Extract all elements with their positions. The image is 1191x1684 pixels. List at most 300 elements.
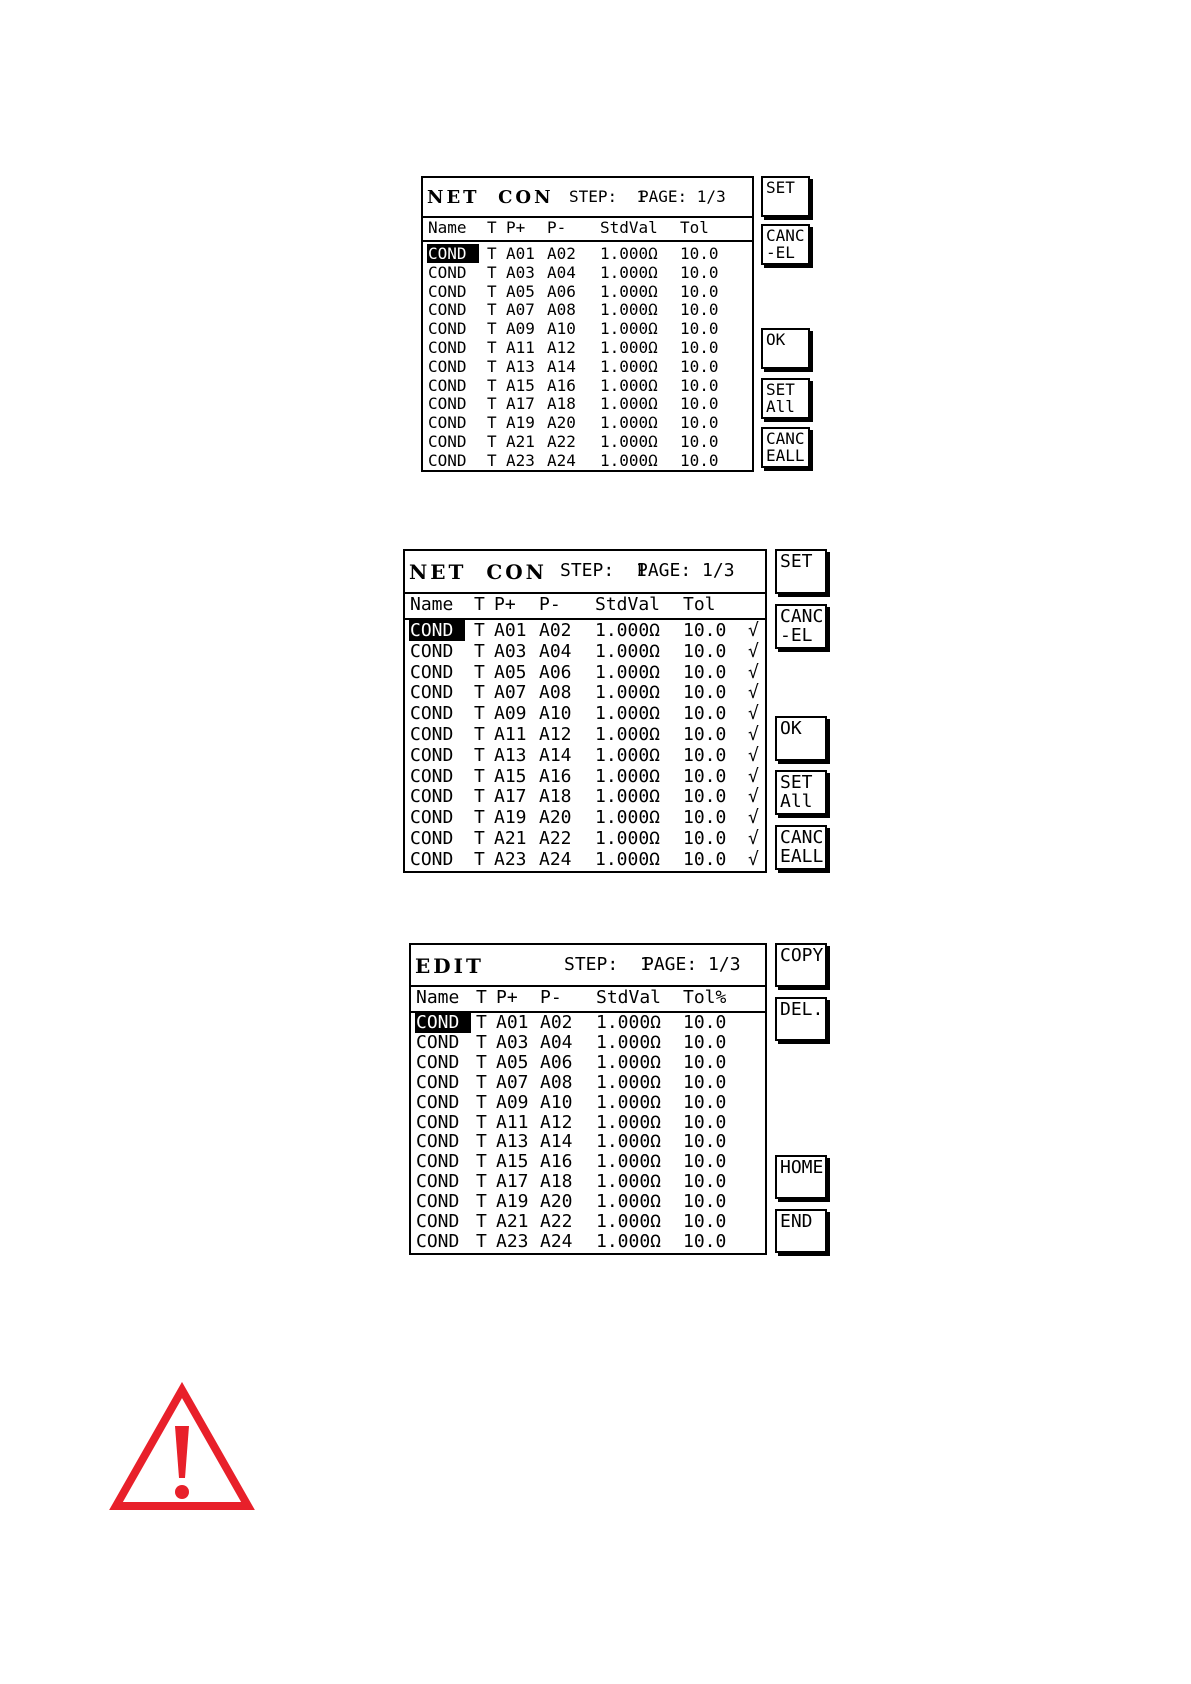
table-row[interactable] bbox=[405, 682, 765, 703]
row-p-minus: A22 bbox=[539, 828, 572, 849]
row-tol: 10.0 bbox=[683, 1211, 727, 1232]
row-p-minus: A14 bbox=[539, 744, 572, 766]
row-tol: 10.0 bbox=[683, 703, 727, 725]
row-type: T bbox=[474, 807, 485, 829]
row-name: COND bbox=[410, 828, 454, 849]
row-stdval: 1.000Ω bbox=[596, 1230, 662, 1252]
row-tol: 10.0 bbox=[683, 1031, 727, 1053]
row-check-mark: √ bbox=[748, 744, 759, 766]
row-p-plus: A19 bbox=[506, 413, 535, 433]
row-p-minus: A16 bbox=[540, 1151, 573, 1173]
row-stdval: 1.000Ω bbox=[595, 744, 661, 766]
row-name: COND bbox=[410, 765, 454, 787]
ok-button[interactable]: OK bbox=[761, 328, 810, 369]
row-tol: 10.0 bbox=[683, 765, 727, 787]
warning-triangle-icon bbox=[108, 1382, 256, 1514]
row-p-minus: A24 bbox=[547, 450, 576, 470]
table-row[interactable] bbox=[405, 786, 765, 807]
row-name: COND bbox=[416, 1071, 460, 1093]
row-type: T bbox=[476, 1171, 487, 1193]
row-type: T bbox=[476, 1012, 487, 1033]
row-p-minus: A06 bbox=[539, 661, 572, 683]
row-p-minus: A20 bbox=[539, 807, 572, 829]
row-name: COND bbox=[428, 394, 467, 414]
row-check-mark: √ bbox=[748, 828, 759, 849]
column-header-t: T bbox=[476, 987, 487, 1008]
set-all-button[interactable]: SET All bbox=[775, 770, 827, 815]
step-label: STEP: 1 bbox=[560, 560, 647, 581]
row-tol: 10.0 bbox=[680, 394, 719, 414]
row-p-minus: A22 bbox=[540, 1211, 573, 1232]
row-p-plus: A23 bbox=[506, 450, 535, 470]
row-stdval: 1.000Ω bbox=[596, 1031, 662, 1053]
row-p-plus: A17 bbox=[506, 394, 535, 414]
row-tol: 10.0 bbox=[683, 661, 727, 683]
row-type: T bbox=[476, 1151, 487, 1173]
row-p-minus: A08 bbox=[540, 1071, 573, 1093]
row-p-plus: A11 bbox=[494, 724, 527, 745]
row-tol: 10.0 bbox=[683, 786, 727, 808]
row-check-mark: √ bbox=[748, 620, 759, 641]
screen-title: EDIT bbox=[415, 954, 484, 978]
row-stdval: 1.000Ω bbox=[596, 1091, 662, 1113]
row-check-mark: √ bbox=[748, 807, 759, 829]
home-button[interactable]: HOME bbox=[775, 1155, 827, 1199]
row-stdval: 1.000Ω bbox=[595, 807, 661, 829]
row-tol: 10.0 bbox=[683, 1230, 727, 1252]
row-type: T bbox=[487, 356, 497, 376]
row-p-plus: A15 bbox=[494, 765, 527, 787]
row-p-plus: A05 bbox=[506, 281, 535, 301]
row-type: T bbox=[474, 848, 485, 870]
row-tol: 10.0 bbox=[683, 1131, 727, 1153]
row-tol: 10.0 bbox=[683, 807, 727, 829]
row-name: COND bbox=[410, 640, 454, 662]
del-button[interactable]: DEL. bbox=[775, 997, 827, 1041]
lcd-screen-3 bbox=[409, 943, 833, 1255]
title-bar bbox=[411, 945, 765, 987]
row-p-plus: A21 bbox=[494, 828, 527, 849]
table-row[interactable] bbox=[423, 376, 752, 395]
row-name: COND bbox=[428, 319, 467, 339]
row-p-minus: A18 bbox=[540, 1171, 573, 1193]
table-row[interactable] bbox=[423, 263, 752, 282]
column-header-p: P+ bbox=[496, 987, 518, 1008]
row-type: T bbox=[487, 450, 497, 470]
row-type: T bbox=[476, 1051, 487, 1073]
row-p-plus: A03 bbox=[496, 1031, 529, 1053]
row-tol: 10.0 bbox=[680, 432, 719, 451]
table-panel bbox=[421, 176, 754, 472]
row-name: COND bbox=[409, 620, 465, 641]
table-row[interactable] bbox=[423, 413, 752, 432]
row-p-plus: A05 bbox=[494, 661, 527, 683]
row-p-plus: A11 bbox=[506, 338, 535, 357]
row-stdval: 1.000Ω bbox=[600, 319, 658, 339]
row-p-minus: A08 bbox=[547, 300, 576, 320]
row-name: COND bbox=[428, 338, 467, 357]
canc-eall-button[interactable]: CANC EALL bbox=[775, 825, 827, 870]
row-p-plus: A15 bbox=[506, 375, 535, 395]
row-p-plus: A03 bbox=[506, 262, 535, 282]
row-name: COND bbox=[428, 413, 467, 433]
row-p-minus: A08 bbox=[539, 682, 572, 704]
column-headers bbox=[405, 592, 765, 620]
table-row[interactable] bbox=[405, 620, 765, 641]
row-tol: 10.0 bbox=[683, 682, 727, 704]
row-type: T bbox=[474, 620, 485, 641]
row-check-mark: √ bbox=[748, 724, 759, 745]
row-p-plus: A09 bbox=[494, 703, 527, 725]
row-p-plus: A03 bbox=[494, 640, 527, 662]
row-name: COND bbox=[416, 1031, 460, 1053]
row-name: COND bbox=[416, 1131, 460, 1153]
column-header-p: P- bbox=[539, 594, 561, 615]
row-p-minus: A12 bbox=[547, 338, 576, 357]
row-stdval: 1.000Ω bbox=[600, 375, 658, 395]
row-name: COND bbox=[427, 244, 479, 263]
page-indicator: PAGE: 1/3 bbox=[643, 954, 741, 975]
row-type: T bbox=[487, 413, 497, 433]
row-p-minus: A16 bbox=[539, 765, 572, 787]
row-p-plus: A11 bbox=[496, 1111, 529, 1133]
row-check-mark: √ bbox=[748, 703, 759, 725]
row-p-minus: A16 bbox=[547, 375, 576, 395]
row-tol: 10.0 bbox=[680, 281, 719, 301]
table-row[interactable] bbox=[423, 244, 752, 263]
table-row[interactable] bbox=[423, 451, 752, 470]
row-type: T bbox=[474, 682, 485, 704]
row-stdval: 1.000Ω bbox=[596, 1151, 662, 1173]
set-button[interactable]: SET bbox=[775, 549, 827, 594]
table-row[interactable] bbox=[423, 432, 752, 451]
row-name: COND bbox=[410, 744, 454, 766]
row-name: COND bbox=[410, 786, 454, 808]
row-tol: 10.0 bbox=[680, 413, 719, 433]
table-row[interactable] bbox=[405, 849, 765, 870]
row-name: COND bbox=[410, 661, 454, 683]
row-tol: 10.0 bbox=[683, 848, 727, 870]
column-header-stdval: StdVal bbox=[600, 218, 658, 237]
row-type: T bbox=[474, 828, 485, 849]
table-row[interactable] bbox=[405, 703, 765, 724]
row-type: T bbox=[487, 319, 497, 339]
table-row[interactable] bbox=[411, 1032, 765, 1052]
row-stdval: 1.000Ω bbox=[595, 703, 661, 725]
lcd-screen-2 bbox=[403, 549, 833, 873]
table-row[interactable] bbox=[405, 828, 765, 849]
column-headers bbox=[423, 216, 752, 242]
column-header-t: T bbox=[487, 218, 497, 237]
table-row[interactable] bbox=[411, 1052, 765, 1072]
row-type: T bbox=[476, 1091, 487, 1113]
table-row[interactable] bbox=[411, 1012, 765, 1032]
table-row[interactable] bbox=[411, 1151, 765, 1171]
row-type: T bbox=[476, 1230, 487, 1252]
ok-button[interactable]: OK bbox=[775, 716, 827, 761]
row-tol: 10.0 bbox=[680, 244, 719, 263]
row-stdval: 1.000Ω bbox=[600, 281, 658, 301]
column-headers bbox=[411, 985, 765, 1013]
row-p-plus: A13 bbox=[494, 744, 527, 766]
screen-title: NET CON bbox=[427, 187, 554, 208]
row-name: COND bbox=[410, 682, 454, 704]
row-type: T bbox=[487, 394, 497, 414]
row-type: T bbox=[487, 262, 497, 282]
title-bar bbox=[405, 551, 765, 594]
row-stdval: 1.000Ω bbox=[596, 1012, 662, 1033]
row-stdval: 1.000Ω bbox=[596, 1071, 662, 1093]
table-row[interactable] bbox=[405, 662, 765, 683]
table-row[interactable] bbox=[423, 357, 752, 376]
row-tol: 10.0 bbox=[683, 1051, 727, 1073]
row-stdval: 1.000Ω bbox=[595, 848, 661, 870]
row-stdval: 1.000Ω bbox=[595, 724, 661, 745]
row-p-plus: A07 bbox=[496, 1071, 529, 1093]
row-stdval: 1.000Ω bbox=[595, 661, 661, 683]
row-tol: 10.0 bbox=[680, 262, 719, 282]
row-p-minus: A10 bbox=[539, 703, 572, 725]
row-tol: 10.0 bbox=[683, 1191, 727, 1213]
row-p-minus: A18 bbox=[547, 394, 576, 414]
row-name: COND bbox=[428, 450, 467, 470]
row-name: COND bbox=[416, 1171, 460, 1193]
row-type: T bbox=[474, 661, 485, 683]
table-row[interactable] bbox=[411, 1131, 765, 1151]
table-row[interactable] bbox=[411, 1171, 765, 1191]
row-p-minus: A14 bbox=[547, 356, 576, 376]
column-header-name: Name bbox=[428, 218, 467, 237]
step-label: STEP: 1 bbox=[569, 187, 647, 206]
row-stdval: 1.000Ω bbox=[596, 1131, 662, 1153]
row-p-minus: A06 bbox=[547, 281, 576, 301]
column-header-tol: Tol bbox=[680, 218, 709, 237]
column-header-tol: Tol% bbox=[683, 987, 727, 1008]
row-p-plus: A13 bbox=[496, 1131, 529, 1153]
table-row[interactable] bbox=[423, 282, 752, 301]
table-row[interactable] bbox=[411, 1211, 765, 1231]
row-name: COND bbox=[416, 1091, 460, 1113]
row-p-minus: A24 bbox=[540, 1230, 573, 1252]
row-stdval: 1.000Ω bbox=[600, 450, 658, 470]
row-p-plus: A21 bbox=[506, 432, 535, 451]
screen-title: NET CON bbox=[409, 560, 547, 584]
row-type: T bbox=[474, 786, 485, 808]
row-tol: 10.0 bbox=[683, 1091, 727, 1113]
table-row[interactable] bbox=[411, 1231, 765, 1251]
row-check-mark: √ bbox=[748, 661, 759, 683]
row-tol: 10.0 bbox=[683, 828, 727, 849]
row-type: T bbox=[474, 744, 485, 766]
table-row[interactable] bbox=[423, 394, 752, 413]
column-header-p: P- bbox=[547, 218, 567, 237]
row-p-minus: A06 bbox=[540, 1051, 573, 1073]
row-type: T bbox=[476, 1211, 487, 1232]
row-p-plus: A05 bbox=[496, 1051, 529, 1073]
row-p-minus: A04 bbox=[539, 640, 572, 662]
table-row[interactable] bbox=[423, 300, 752, 319]
row-type: T bbox=[476, 1191, 487, 1213]
row-check-mark: √ bbox=[748, 786, 759, 808]
column-header-name: Name bbox=[410, 594, 454, 615]
table-row[interactable] bbox=[411, 1072, 765, 1092]
row-tol: 10.0 bbox=[683, 1171, 727, 1193]
column-header-t: T bbox=[474, 594, 485, 615]
row-name: COND bbox=[410, 848, 454, 870]
row-name: COND bbox=[416, 1230, 460, 1252]
column-header-name: Name bbox=[416, 987, 460, 1008]
table-row[interactable] bbox=[411, 1092, 765, 1112]
table-row[interactable] bbox=[405, 724, 765, 745]
row-tol: 10.0 bbox=[680, 338, 719, 357]
row-stdval: 1.000Ω bbox=[595, 682, 661, 704]
row-name: COND bbox=[428, 356, 467, 376]
row-tol: 10.0 bbox=[683, 744, 727, 766]
row-p-plus: A19 bbox=[494, 807, 527, 829]
row-tol: 10.0 bbox=[683, 1151, 727, 1173]
row-stdval: 1.000Ω bbox=[595, 640, 661, 662]
row-type: T bbox=[487, 432, 497, 451]
table-row[interactable] bbox=[423, 319, 752, 338]
row-tol: 10.0 bbox=[680, 450, 719, 470]
row-type: T bbox=[487, 300, 497, 320]
row-p-minus: A02 bbox=[547, 244, 576, 263]
row-p-minus: A22 bbox=[547, 432, 576, 451]
row-p-plus: A01 bbox=[506, 244, 535, 263]
row-check-mark: √ bbox=[748, 640, 759, 662]
row-p-plus: A21 bbox=[496, 1211, 529, 1232]
table-row[interactable] bbox=[405, 766, 765, 787]
row-p-minus: A10 bbox=[540, 1091, 573, 1113]
row-stdval: 1.000Ω bbox=[600, 262, 658, 282]
row-type: T bbox=[476, 1071, 487, 1093]
row-stdval: 1.000Ω bbox=[600, 394, 658, 414]
row-tol: 10.0 bbox=[680, 375, 719, 395]
column-header-stdval: StdVal bbox=[595, 594, 661, 615]
table-row[interactable] bbox=[411, 1191, 765, 1211]
row-stdval: 1.000Ω bbox=[595, 765, 661, 787]
row-p-plus: A15 bbox=[496, 1151, 529, 1173]
row-type: T bbox=[487, 338, 497, 357]
row-type: T bbox=[476, 1111, 487, 1133]
canc-el-button[interactable]: CANC -EL bbox=[775, 604, 827, 649]
column-header-stdval: StdVal bbox=[596, 987, 662, 1008]
row-stdval: 1.000Ω bbox=[596, 1111, 662, 1133]
row-name: COND bbox=[428, 300, 467, 320]
row-stdval: 1.000Ω bbox=[600, 356, 658, 376]
row-stdval: 1.000Ω bbox=[600, 432, 658, 451]
table-row[interactable] bbox=[405, 641, 765, 662]
row-name: COND bbox=[428, 281, 467, 301]
row-name: COND bbox=[410, 724, 454, 745]
row-p-plus: A07 bbox=[494, 682, 527, 704]
row-p-minus: A18 bbox=[539, 786, 572, 808]
table-panel bbox=[409, 943, 767, 1255]
row-p-plus: A17 bbox=[496, 1171, 529, 1193]
row-name: COND bbox=[416, 1111, 460, 1133]
row-p-plus: A09 bbox=[496, 1091, 529, 1113]
row-p-plus: A07 bbox=[506, 300, 535, 320]
column-header-p: P+ bbox=[494, 594, 516, 615]
row-p-plus: A13 bbox=[506, 356, 535, 376]
row-type: T bbox=[487, 375, 497, 395]
row-type: T bbox=[474, 703, 485, 725]
step-label: STEP: 1 bbox=[564, 954, 651, 975]
row-stdval: 1.000Ω bbox=[596, 1171, 662, 1193]
row-stdval: 1.000Ω bbox=[596, 1211, 662, 1232]
row-name: COND bbox=[428, 262, 467, 282]
row-p-minus: A04 bbox=[540, 1031, 573, 1053]
row-name: COND bbox=[428, 432, 467, 451]
row-p-minus: A10 bbox=[547, 319, 576, 339]
row-tol: 10.0 bbox=[683, 1111, 727, 1133]
canc-eall-button[interactable]: CANC EALL bbox=[761, 427, 810, 468]
row-tol: 10.0 bbox=[683, 724, 727, 745]
column-header-tol: Tol bbox=[683, 594, 716, 615]
page-indicator: PAGE: 1/3 bbox=[639, 187, 726, 206]
table-row[interactable] bbox=[423, 338, 752, 357]
row-name: COND bbox=[410, 807, 454, 829]
row-stdval: 1.000Ω bbox=[600, 244, 658, 263]
row-name: COND bbox=[416, 1051, 460, 1073]
set-all-button[interactable]: SET All bbox=[761, 378, 810, 419]
table-row[interactable] bbox=[405, 807, 765, 828]
row-p-plus: A19 bbox=[496, 1191, 529, 1213]
row-name: COND bbox=[410, 703, 454, 725]
row-check-mark: √ bbox=[748, 765, 759, 787]
row-p-minus: A02 bbox=[539, 620, 572, 641]
row-type: T bbox=[474, 640, 485, 662]
row-tol: 10.0 bbox=[680, 319, 719, 339]
row-name: COND bbox=[416, 1151, 460, 1173]
row-name: COND bbox=[415, 1012, 471, 1033]
row-p-plus: A23 bbox=[494, 848, 527, 870]
row-tol: 10.0 bbox=[680, 300, 719, 320]
column-header-p: P+ bbox=[506, 218, 526, 237]
row-p-minus: A20 bbox=[547, 413, 576, 433]
row-tol: 10.0 bbox=[680, 356, 719, 376]
lcd-screen-1 bbox=[421, 176, 816, 472]
table-panel bbox=[403, 549, 767, 873]
row-check-mark: √ bbox=[748, 848, 759, 870]
row-tol: 10.0 bbox=[683, 1012, 727, 1033]
row-name: COND bbox=[416, 1191, 460, 1213]
row-stdval: 1.000Ω bbox=[595, 620, 661, 641]
row-check-mark: √ bbox=[748, 682, 759, 704]
row-type: T bbox=[476, 1131, 487, 1153]
row-tol: 10.0 bbox=[683, 640, 727, 662]
row-stdval: 1.000Ω bbox=[595, 786, 661, 808]
row-stdval: 1.000Ω bbox=[600, 413, 658, 433]
canc-el-button[interactable]: CANC -EL bbox=[761, 224, 810, 265]
row-p-minus: A24 bbox=[539, 848, 572, 870]
table-row[interactable] bbox=[405, 745, 765, 766]
row-type: T bbox=[476, 1031, 487, 1053]
row-type: T bbox=[487, 281, 497, 301]
row-p-plus: A23 bbox=[496, 1230, 529, 1252]
copy-button[interactable]: COPY bbox=[775, 943, 827, 987]
row-p-plus: A17 bbox=[494, 786, 527, 808]
row-p-plus: A01 bbox=[496, 1012, 529, 1033]
row-tol: 10.0 bbox=[683, 1071, 727, 1093]
table-row[interactable] bbox=[411, 1112, 765, 1132]
row-name: COND bbox=[416, 1211, 460, 1232]
set-button[interactable]: SET bbox=[761, 176, 810, 217]
row-tol: 10.0 bbox=[683, 620, 727, 641]
row-p-plus: A01 bbox=[494, 620, 527, 641]
end-button[interactable]: END bbox=[775, 1209, 827, 1253]
row-type: T bbox=[487, 244, 497, 263]
